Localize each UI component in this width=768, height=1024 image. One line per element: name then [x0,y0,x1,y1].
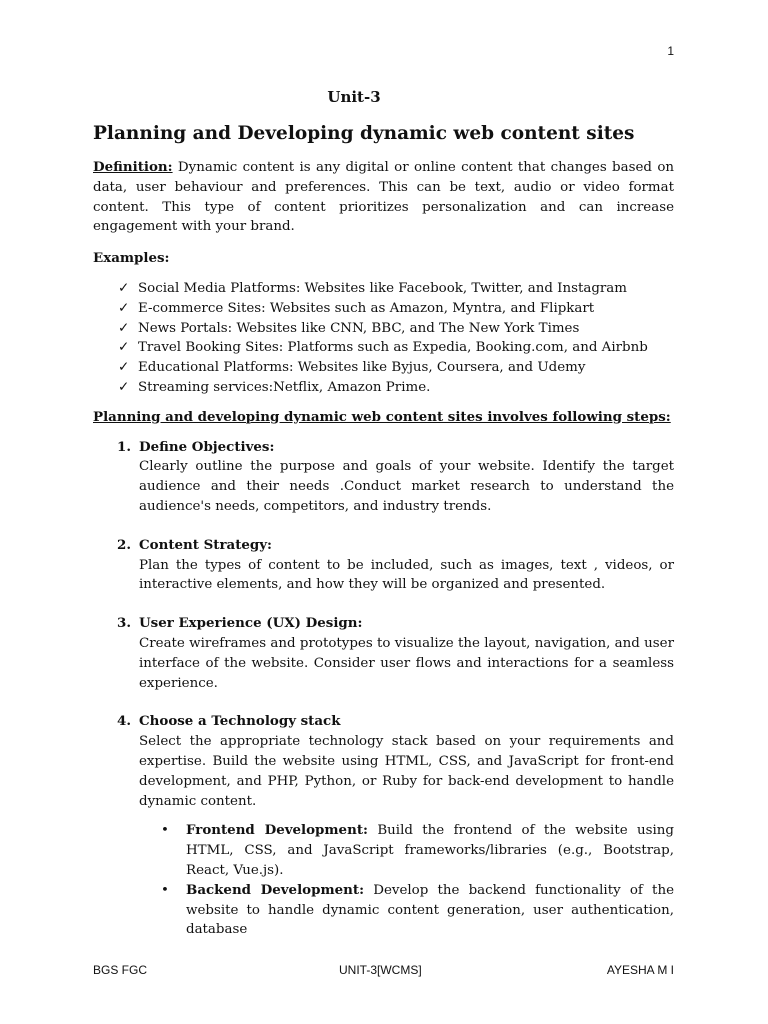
examples-list [93,279,674,398]
sub-bullet-text: Develop the backend functionality of the website to handle dynamic content generation, user authentication, database [186,882,674,938]
sub-bullet-label: Backend Development: [186,881,365,898]
footer-right: AYESHA M I [606,963,674,977]
example-text: Educational Platforms: Websites like Byjus, Coursera, and Udemy [138,360,586,376]
check-icon: ✓ [118,360,130,376]
definition-text: Dynamic content is any digital or online content that changes based on data, user behaviour and preferences. This can be text, audio or video format content. This type of content prioritizes personalization and can increase engagement with your brand. [93,160,674,235]
sub-bullet-list [139,821,674,940]
page-title: Planning and Developing dynamic web content sites [93,123,635,144]
step-number: 3. [117,615,131,632]
step-number: 4. [117,713,131,730]
step-description: Clearly outline the purpose and goals of your website. Identify the target audience and their needs .Conduct market research to understand the audience's needs, competitors, and industry trends. [139,459,674,514]
list-item [118,299,674,319]
list-item [161,881,674,940]
step-item [93,438,674,517]
step-description: Create wireframes and prototypes to visualize the layout, navigation, and user interface of the website. Consider user flows and interactions for a seamless experience. [139,635,674,691]
check-icon: ✓ [118,280,130,296]
steps-heading: Planning and developing dynamic web content sites involves following steps: [93,408,671,425]
list-item [118,319,674,339]
list-item [118,358,674,378]
example-text: Travel Booking Sites: Platforms such as Expedia, Booking.com, and Airbnb [138,340,648,356]
step-title: User Experience (UX) Design: [139,615,363,632]
bullet-icon: • [161,882,169,898]
example-text: Streaming services:Netflix, Amazon Prime. [138,379,431,395]
list-item [118,338,674,358]
check-icon: ✓ [118,320,130,336]
example-text: Social Media Platforms: Websites like Facebook, Twitter, and Instagram [138,280,627,296]
step-title: Content Strategy: [139,536,272,553]
step-item [93,712,674,940]
check-icon: ✓ [118,379,130,395]
bullet-icon: • [161,823,169,839]
step-description: Plan the types of content to be included, such as images, text , videos, or interactive elements, and how they will be organized and presented. [139,557,674,593]
unit-heading: Unit-3 [327,88,381,106]
step-number: 2. [117,536,131,553]
step-number: 1. [117,438,131,455]
sub-bullet-label: Frontend Development: [186,822,368,839]
document-body [93,158,674,940]
footer-left: BGS FGC [93,963,148,977]
check-icon: ✓ [118,300,130,316]
step-title: Choose a Technology stack [139,713,341,730]
sub-bullet-text: Build the frontend of the website using HTML, CSS, and JavaScript frameworks/libraries (e.g., Bootstrap, React, Vue.js). [186,823,674,878]
page-number: 1 [667,44,674,58]
examples-heading: Examples: [93,250,170,267]
list-item [161,821,674,880]
check-icon: ✓ [118,340,130,356]
footer-center: UNIT-3[WCMS] [339,963,422,977]
example-text: E-commerce Sites: Websites such as Amazon, Myntra, and Flipkart [138,300,595,316]
step-description: Select the appropriate technology stack based on your requirements and expertise. Build the website using HTML, CSS, and JavaScript for front-end development, and PHP, Python, or Ruby for back-end development to handle dynamic content. [139,734,674,809]
step-item [93,614,674,693]
step-title: Define Objectives: [139,438,275,455]
definition-paragraph [93,158,674,237]
example-text: News Portals: Websites like CNN, BBC, and The New York Times [138,320,580,336]
definition-label: Definition: [93,159,173,175]
list-item [118,279,674,299]
step-item [93,536,674,595]
list-item [118,378,674,398]
